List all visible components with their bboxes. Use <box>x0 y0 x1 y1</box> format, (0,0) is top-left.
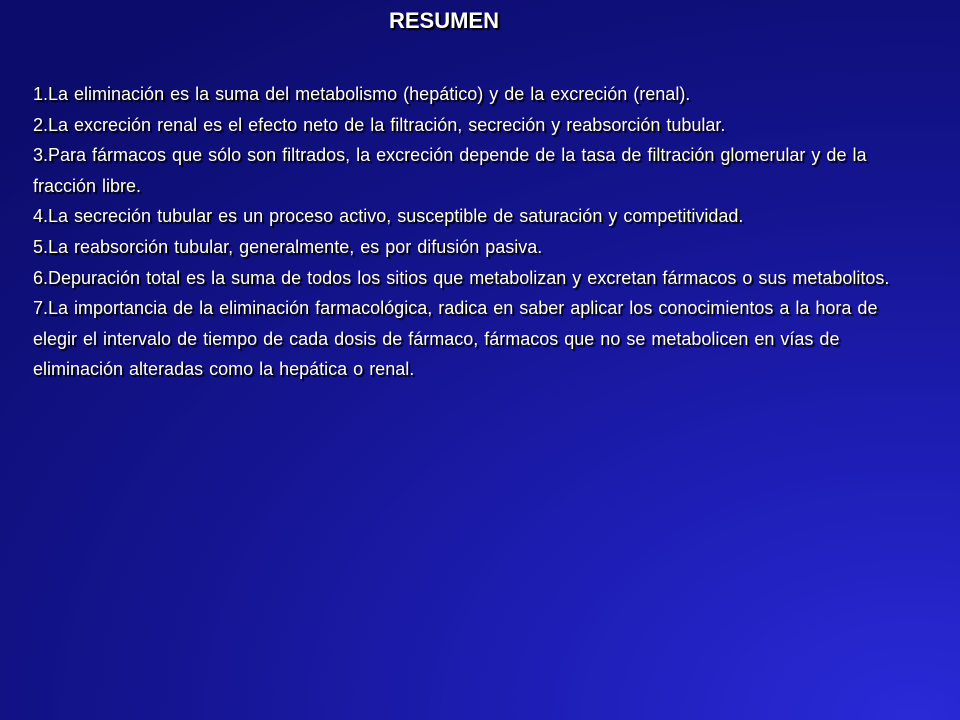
summary-item: 4.La secreción tubular es un proceso activo, susceptible de saturación y competitividad. <box>33 206 744 227</box>
slide-title: RESUMEN <box>388 8 499 33</box>
summary-item: 7.La importancia de la eliminación farmacológica, radica en saber aplicar los conocimientos a la hora de elegir el intervalo de tiempo de cada dosis de fármaco, fármacos que no se metabolicen en vías de eliminación alteradas como la hepática o renal. <box>33 298 878 380</box>
summary-item: 6.Depuración total es la suma de todos los sitios que metabolizan y excretan fármacos o sus metabolitos. <box>33 267 890 288</box>
summary-item: 2.La excreción renal es el efecto neto de la filtración, secreción y reabsorción tubular. <box>33 114 726 135</box>
summary-item: 3.Para fármacos que sólo son filtrados, la excreción depende de la tasa de filtración glomerular y de la fracción libre. <box>33 145 867 196</box>
summary-item: 1.La eliminación es la suma del metabolismo (hepático) y de la excreción (renal). <box>33 84 691 104</box>
summary-item: 5.La reabsorción tubular, generalmente, es por difusión pasiva. <box>33 236 543 257</box>
summary-list <box>33 79 923 385</box>
